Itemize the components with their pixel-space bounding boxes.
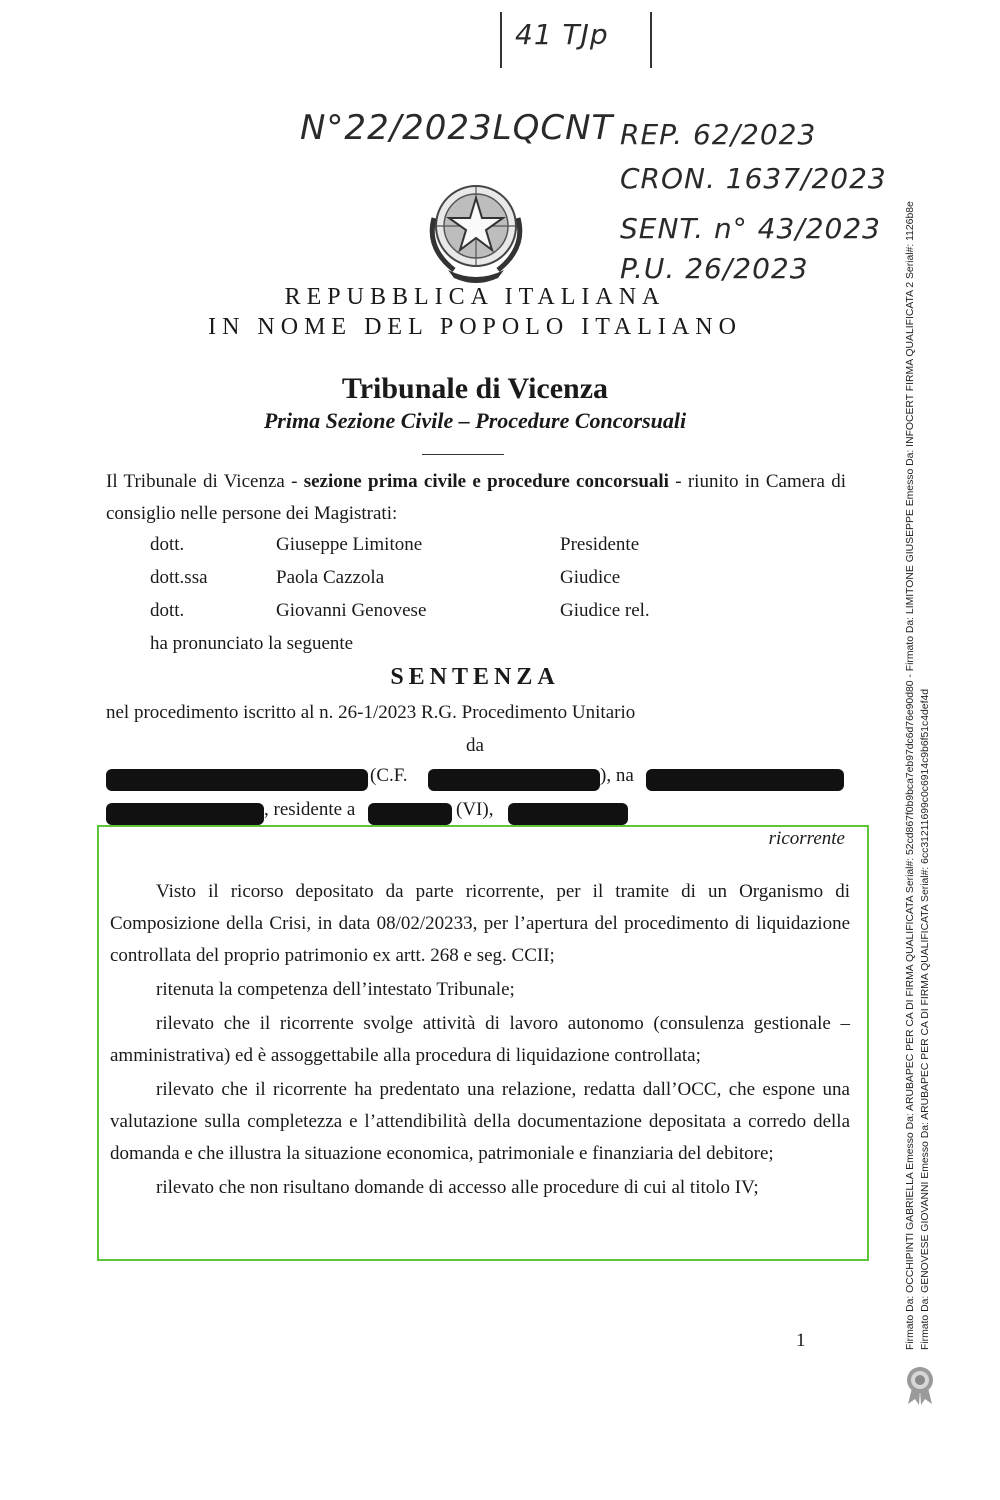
judge-title: dott. — [150, 534, 185, 555]
court-subtitle: Prima Sezione Civile – Procedure Concorsuali — [263, 408, 687, 433]
page-number: 1 — [796, 1330, 806, 1351]
body-paragraph: ritenuta la competenza dell’intestato Tribunale; — [156, 979, 515, 1000]
pronounced-text: ha pronunciato la seguente — [150, 633, 354, 654]
redacted-fiscal-code — [428, 769, 600, 791]
redacted-name — [106, 769, 368, 791]
intro-bold: sezione prima civile e procedure concorsuali — [303, 471, 669, 492]
redacted-birthdate — [106, 803, 264, 825]
handwritten-case-number: N°22/2023LQCNT — [300, 108, 614, 148]
signature-line: Firmato Da: OCCHIPINTI GABRIELLA Emesso Da: ARUBAPEC PER CA DI FIRMA QUALIFICATA Serial#: 52cd867f0b9bca7eb97dc6d76e90d80 - Firmato Da: LIMITONE GIUSEPPE Emesso Da: INFOCERT FIRMA QUALIFICATA 2 Serial#: 1126b8e — [905, 201, 916, 1350]
judge-title: dott.ssa — [150, 567, 208, 588]
judge-role: Giudice rel. — [560, 600, 650, 621]
redacted-city — [368, 803, 452, 825]
registry-sent: SENT. n° 43/2023 — [620, 212, 881, 245]
registry-cron: CRON. 1637/2023 — [620, 162, 887, 195]
judge-name: Paola Cazzola — [276, 567, 385, 588]
party-cf-label: (C.F. — [370, 765, 408, 786]
redacted-birthplace — [646, 769, 844, 791]
redacted-street — [508, 803, 628, 825]
registry-rep: REP. 62/2023 — [620, 118, 817, 151]
procedure-line: nel procedimento iscritto al n. 26-1/2023 R.G. Procedimento Unitario — [106, 702, 636, 723]
judge-title: dott. — [150, 600, 185, 621]
handwritten-stamp-text: 41 TJp — [515, 18, 609, 51]
judge-name: Giovanni Genovese — [276, 600, 427, 621]
intro-paragraph — [106, 466, 846, 530]
judge-role: Presidente — [560, 534, 640, 555]
party-province: (VI), — [456, 799, 494, 820]
signature-seal-icon — [898, 1362, 942, 1406]
party-residence-label: , residente a — [264, 799, 356, 820]
italian-emblem-icon — [418, 178, 534, 284]
da-text: da — [466, 735, 484, 756]
body-paragraph: rilevato che il ricorrente svolge attività di lavoro autonomo (consulenza gestionale – amministrativa) ed è assoggettabile alla procedura di liquidazione controllata; — [110, 1013, 850, 1066]
header-people: IN NOME DEL POPOLO ITALIANO — [208, 314, 742, 340]
judge-name: Giuseppe Limitone — [276, 534, 423, 555]
body-paragraph: rilevato che non risultano domande di accesso alle procedure di cui al titolo IV; — [156, 1177, 759, 1198]
intro-part1: Il Tribunale di Vicenza - — [106, 471, 304, 492]
court-title: Tribunale di Vicenza — [341, 372, 609, 405]
divider — [422, 454, 504, 455]
body-paragraph: Visto il ricorso depositato da parte ricorrente, per il tramite di un Organismo di Composizione della Crisi, in data 08/02/20233, per l’apertura del procedimento di liquidazione controllata del proprio patrimonio ex artt. 268 e seg. CCII; — [110, 881, 850, 966]
sentenza-title: SENTENZA — [390, 664, 560, 690]
party-role: ricorrente — [768, 828, 845, 849]
party-born-label: ), na — [600, 765, 634, 786]
registry-pu: P.U. 26/2023 — [620, 252, 809, 285]
signature-line: Firmato Da: GENOVESE GIOVANNI Emesso Da: ARUBAPEC PER CA DI FIRMA QUALIFICATA Serial#: 6cc31211699c0c6914c9b6f51c4def4d — [920, 688, 931, 1350]
header-republic: REPUBBLICA ITALIANA — [284, 284, 666, 310]
judge-role: Giudice — [560, 567, 621, 588]
digital-signature-text — [903, 201, 933, 1350]
body-text — [110, 876, 850, 1204]
intro-part2: - riunito in Camera di consiglio nelle persone dei Magistrati: — [106, 471, 846, 524]
body-paragraph: rilevato che il ricorrente ha predentato una relazione, redatta dall’OCC, che espone una valutazione sulla completezza e l’attendibilità della documentazione depositata a corredo della domanda e che illustra la situazione economica, patrimoniale e finanziaria del debitore; — [110, 1079, 850, 1164]
